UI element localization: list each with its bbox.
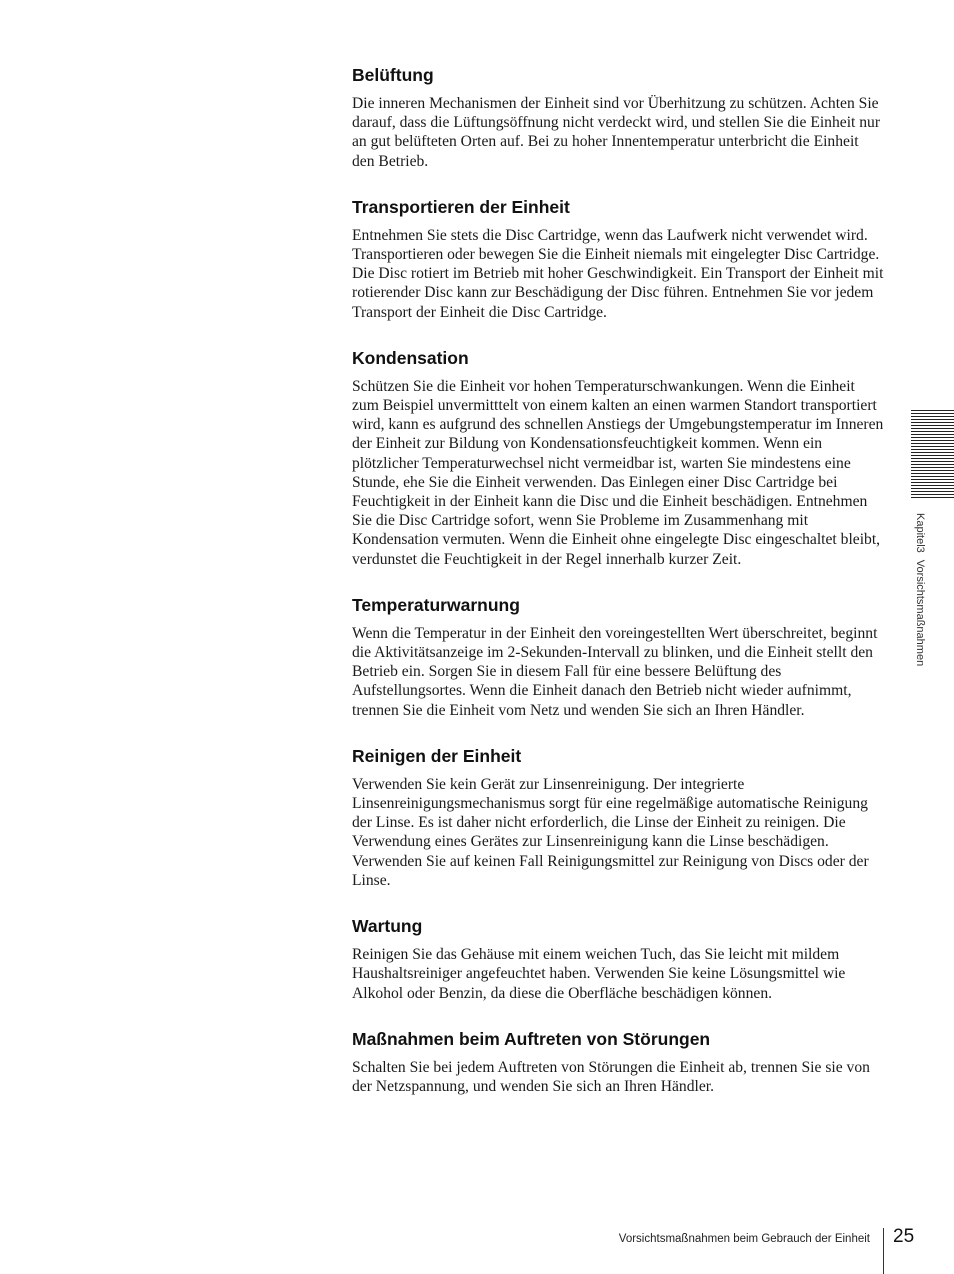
chapter-tab-marker: [911, 410, 954, 500]
section-heading: Belüftung: [352, 65, 434, 85]
section-body: Entnehmen Sie stets die Disc Cartridge, wenn das Laufwerk nicht verwendet wird. Transportieren oder bewegen Sie die Einheit niemals mit eingelegter Disc Cartridge. Die Disc rotiert im Betrieb mit hoher Geschwindigkeit. Ein Transport der Einheit mit rotierender Disc kann zur Beschädigung der Disc führen. Entnehmen Sie vor jedem Transport der Einheit die Disc Cartridge.: [352, 226, 884, 321]
section-body: Schützen Sie die Einheit vor hohen Temperaturschwankungen. Wenn die Einheit zum Beispiel unvermitttelt von einem kalten an einen warmen Standort transportiert wird, kann es aufgrund des schnellen Anstiegs der Umgebungstemperatur im Inneren der Einheit zur Bildung von Kondensationsfeuchtigkeit kommen. Wenn ein plötzlicher Temperaturwechsel nicht vermeidbar ist, warten Sie mindestens eine Stunde, ehe Sie die Einheit verwenden. Das Einlegen einer Disc Cartridge bei Feuchtigkeit in der Einheit kann die Disc und die Einheit beschädigen. Entnehmen Sie die Disc Cartridge sofort, wenn Sie Probleme im Zusammenhang mit Kondensation vermuten. Wenn die Einheit ohne eingelegte Disc eingeschaltet bleibt, verdunstet die Feuchtigkeit in der Regel innerhalb kurzer Zeit.: [352, 377, 884, 568]
section-body: Wenn die Temperatur in der Einheit den voreingestellten Wert überschreitet, beginnt die Aktivitätsanzeige im 2-Sekunden-Intervall zu blinken, und die Einheit stellt den Betrieb ein. Sorgen Sie in diesem Fall für eine bessere Belüftung des Aufstellungsortes. Wenn die Einheit danach den Betrieb nicht wieder aufnimmt, trennen Sie die Einheit vom Netz und wenden Sie sich an Ihren Händler.: [352, 624, 878, 719]
page-number: 25: [893, 1226, 915, 1247]
section-body: Schalten Sie bei jedem Auftreten von Störungen die Einheit ab, trennen Sie sie von der Netzspannung, und wenden Sie sich an Ihren Händler.: [352, 1058, 870, 1095]
footer-title: Vorsichtsmaßnahmen beim Gebrauch der Einheit: [618, 1233, 870, 1245]
section-temperaturwarnung: [352, 594, 884, 720]
section-heading: Temperaturwarnung: [352, 594, 520, 615]
chapter-side-label-text: Kapitel3 Vorsichtsmaßnahmen: [914, 513, 926, 667]
section-stoerungen: [352, 1028, 884, 1096]
section-wartung: [352, 915, 884, 1003]
section-transportieren: [352, 196, 884, 322]
section-heading: Wartung: [352, 916, 423, 937]
section-kondensation: [352, 347, 884, 569]
footer-divider: [883, 1228, 884, 1274]
section-heading: Kondensation: [352, 347, 469, 368]
section-heading: Maßnahmen beim Auftreten von Störungen: [352, 1028, 711, 1049]
section-body: Die inneren Mechanismen der Einheit sind vor Überhitzung zu schützen. Achten Sie darauf, dass die Lüftungsöffnung nicht verdeckt wird, und stellen Sie die Einheit nur an gut belüfteten Orten auf. Bei zu hoher Innentemperatur unterbricht die Einheit den Betrieb.: [352, 95, 881, 170]
section-body: Verwenden Sie kein Gerät zur Linsenreinigung. Der integrierte Linsenreinigungsmechanismus sorgt für eine regelmäßige automatische Reinigung der Linse. Es ist daher nicht erforderlich, die Linse der Einheit zu reinigen. Die Verwendung eines Gerätes zur Linsenreinigung kann die Linse beschädigen. Verwenden Sie auf keinen Fall Reinigungsmittel zur Reinigung von Discs oder der Linse.: [352, 775, 869, 889]
section-reinigen: [352, 745, 884, 890]
section-heading: Reinigen der Einheit: [352, 745, 522, 766]
section-heading: Transportieren der Einheit: [352, 196, 570, 217]
section-belueftung: [352, 64, 884, 171]
section-body: Reinigen Sie das Gehäuse mit einem weichen Tuch, das Sie leicht mit mildem Haushaltsreiniger angefeuchtet haben. Verwenden Sie keine Lösungsmittel wie Alkohol oder Benzin, da diese die Oberfläche beschädigen können.: [352, 946, 846, 1002]
main-content: [352, 64, 884, 1121]
